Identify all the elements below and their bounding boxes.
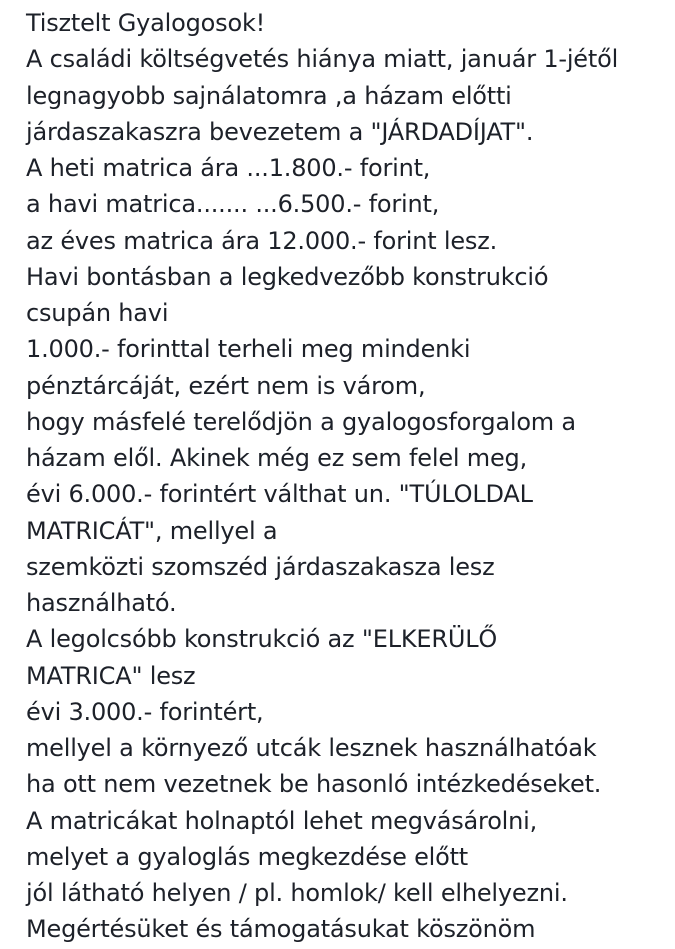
post-line: évi 6.000.- forintért válthat un. "TÚLOLDAL <box>26 480 533 509</box>
post-line: MATRICÁT", mellyel a <box>26 516 278 545</box>
post-line: pénztárcáját, ezért nem is várom, <box>26 371 426 400</box>
post-line: a havi matrica....... ...6.500.- forint, <box>26 190 440 219</box>
post-line: az éves matrica ára 12.000.- forint lesz. <box>26 226 498 255</box>
post-line-closing: Megértésüket és támogatásukat köszönöm <box>26 915 536 944</box>
post-line: A heti matrica ára ...1.800.- forint, <box>26 154 431 182</box>
post-line: melyet a gyaloglás megkezdése előtt <box>26 842 469 871</box>
post-line: mellyel a környező utcák lesznek használhatóak <box>26 734 597 762</box>
post-line: Havi bontásban a legkedvezőbb konstrukció <box>26 262 549 291</box>
post-line: legnagyobb sajnálatomra ,a házam előtti <box>26 81 512 110</box>
post-line: szemközti szomszéd járdaszakasza lesz <box>26 552 495 581</box>
post-line: hogy másfelé terelődjön a gyalogosforgalom a <box>26 407 576 436</box>
post-line: A legolcsóbb konstrukció az "ELKERÜLŐ <box>26 625 498 654</box>
post-line: évi 3.000.- forintért, <box>26 697 264 726</box>
post-line-greeting: Tisztelt Gyalogosok! <box>26 9 266 37</box>
post-line: A családi költségvetés hiánya miatt, január 1-jétől <box>26 45 619 74</box>
post-line: 1.000.- forinttal terheli meg mindenki <box>26 335 471 364</box>
post-line: MATRICA" lesz <box>26 661 196 690</box>
post-line: ha ott nem vezetnek be hasonló intézkedéseket. <box>26 770 602 799</box>
post-line: csupán havi <box>26 299 169 327</box>
post-text <box>26 5 671 948</box>
post-line: jól látható helyen / pl. homlok/ kell elhelyezni. <box>26 879 568 907</box>
post-line: használható. <box>26 589 177 617</box>
post-line: járdaszakaszra bevezetem a "JÁRDADÍJAT". <box>26 117 534 146</box>
post-line: A matricákat holnaptól lehet megvásárolni, <box>26 806 538 835</box>
post-line: házam elől. Akinek még ez sem felel meg, <box>26 444 527 472</box>
